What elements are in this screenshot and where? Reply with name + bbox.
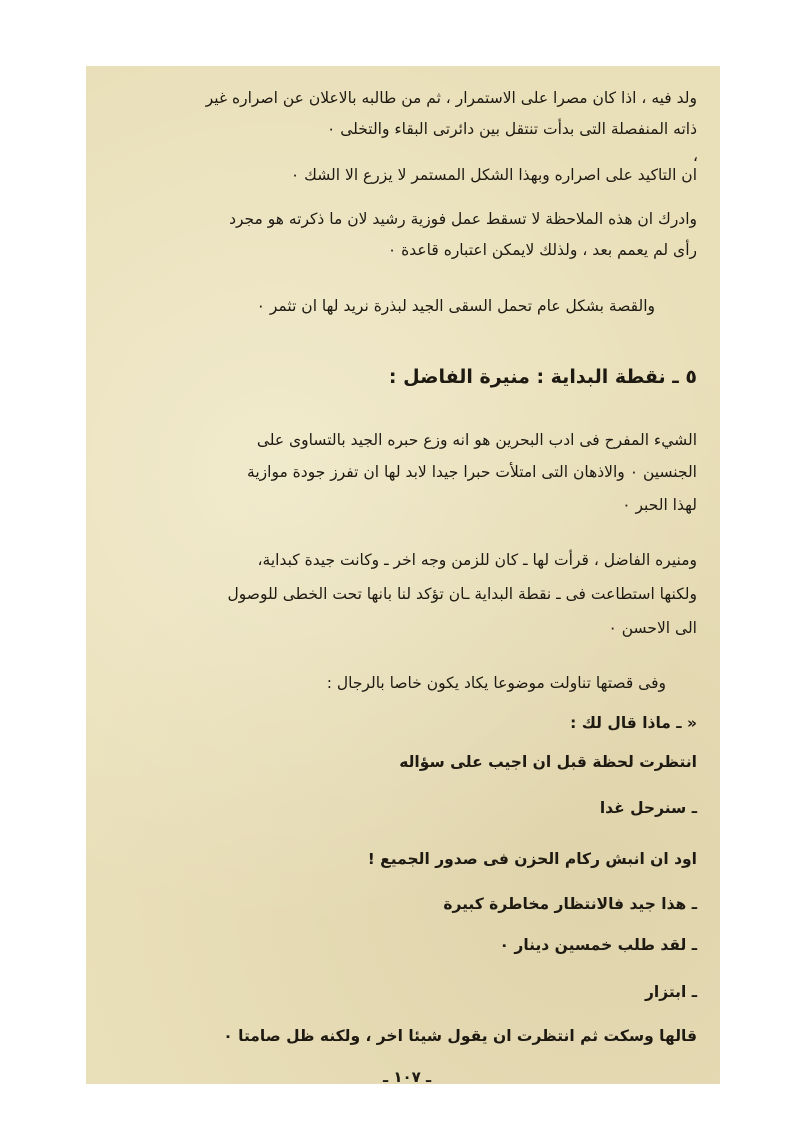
text-line-11: ولكنها استطاعت فى ـ نقطة البداية ـان تؤكد لنا بانها تحت الخطى للوصول bbox=[227, 585, 697, 603]
text-line-4: وادرك ان هذه الملاحظة لا تسقط عمل فوزية رشيد لان ما ذكرته هو مجرد bbox=[229, 210, 697, 228]
text-line-5: رأى لم يعمم بعد ، ولذلك لايمكن اعتباره قاعدة ٠ bbox=[387, 241, 697, 259]
text-line-8: الجنسين ٠ والاذهان التى امتلأت حبرا جيدا لابد لها ان تفرز جودة موازية bbox=[247, 463, 697, 481]
comma-mark: ، bbox=[692, 146, 698, 165]
text-line-7: الشيء المفرح فى ادب البحرين هو انه وزع حبره الجيد بالتساوى على bbox=[256, 431, 697, 449]
text-line-9: لهذا الحبر ٠ bbox=[622, 496, 697, 514]
dialogue-line-8: قالها وسكت ثم انتظرت ان يقول شيئا اخر ، ولكنه ظل صامتا ٠ bbox=[223, 1027, 697, 1045]
text-line-6: والقصة بشكل عام تحمل السقى الجيد لبذرة نريد لها ان تثمر ٠ bbox=[256, 297, 655, 315]
text-line-2: ذاته المنفصلة التى بدأت تنتقل بين دائرتى البقاء والتخلى ٠ bbox=[326, 120, 697, 138]
dialogue-line-6: ـ لقد طلب خمسين دينار ٠ bbox=[499, 936, 697, 954]
dialogue-line-5: ـ هذا جيد فالانتظار مخاطرة كبيرة bbox=[443, 895, 697, 913]
dialogue-line-2: انتظرت لحظة قبل ان اجيب على سؤاله bbox=[399, 753, 697, 771]
dialogue-line-4: اود ان انبش ركام الحزن فى صدور الجميع ! bbox=[367, 850, 697, 868]
page-number: ـ ١٠٧ ـ bbox=[383, 1068, 432, 1086]
text-line-1: ولد فيه ، اذا كان مصرا على الاستمرار ، ثم من طالبه بالاعلان عن اصراره غير bbox=[205, 89, 697, 107]
text-line-3: ان التاكيد على اصراره وبهذا الشكل المستمر لا يزرع الا الشك ٠ bbox=[290, 166, 697, 184]
dialogue-line-1: « ـ ماذا قال لك : bbox=[570, 714, 697, 732]
text-line-12: الى الاحسن ٠ bbox=[608, 619, 697, 637]
text-line-10: ومنيره الفاضل ، قرأت لها ـ كان للزمن وجه اخر ـ وكانت جيدة كبداية، bbox=[257, 551, 697, 569]
dialogue-line-7: ـ ابتزار bbox=[644, 983, 697, 1001]
text-line-13: وفى قصتها تناولت موضوعا يكاد يكون خاصا بالرجال : bbox=[326, 674, 666, 692]
dialogue-line-3: ـ سنرحل غدا bbox=[599, 799, 697, 817]
section-heading: ٥ ـ نقطة البداية : منيرة الفاضل : bbox=[388, 366, 697, 388]
